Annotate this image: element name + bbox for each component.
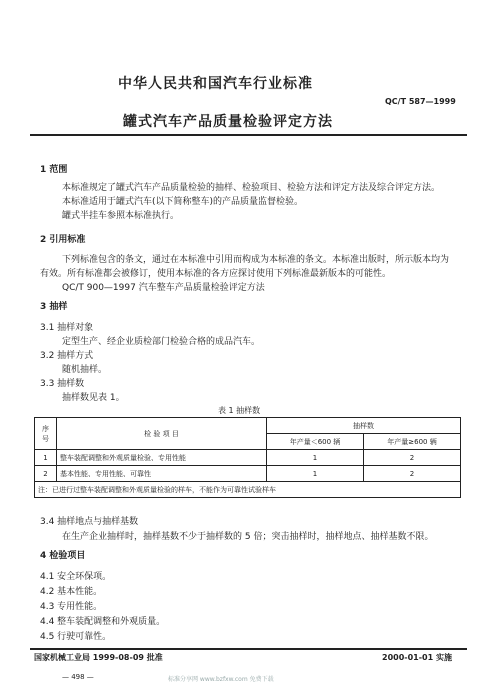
table-header-high-output: 年产量≥600 辆 bbox=[364, 434, 461, 450]
section-3-4-text: 在生产企业抽样时，抽样基数不少于抽样数的 5 倍；突击抽样时，抽样地点、抽样基数不限。 bbox=[62, 532, 434, 542]
section-4-item: 4.1 安全环保项。 bbox=[40, 572, 112, 582]
table-cell-low: 1 bbox=[267, 466, 364, 482]
footer-rule bbox=[30, 648, 467, 650]
section-4-item: 4.2 基本性能。 bbox=[40, 587, 103, 597]
table-cell-high: 2 bbox=[364, 466, 461, 482]
table-caption: 表 1 抽样数 bbox=[218, 406, 261, 415]
section-1-para-1: 本标准规定了罐式汽车产品质量检验的抽样、检验项目、检验方法和评定方法及综合评定方法。 bbox=[62, 183, 441, 193]
section-4-item: 4.4 整车装配调整和外观质量。 bbox=[40, 617, 166, 627]
table-header-row bbox=[35, 418, 461, 434]
section-2-heading: 2 引用标准 bbox=[40, 235, 86, 245]
section-3-4-heading: 3.4 抽样地点与抽样基数 bbox=[40, 517, 139, 527]
document-title: 罐式汽车产品质量检验评定方法 bbox=[123, 114, 333, 130]
table-cell-item: 基本性能、专用性能、可靠性 bbox=[57, 466, 267, 482]
section-3-1-text: 定型生产、经企业质检部门检验合格的成品汽车。 bbox=[62, 337, 261, 347]
section-2-para-1: 下列标准包含的条文，通过在本标准中引用而构成为本标准的条文。本标准出版时，所示版本均为 bbox=[62, 255, 450, 265]
section-4-item: 4.3 专用性能。 bbox=[40, 602, 103, 612]
section-4-heading: 4 检验项目 bbox=[40, 551, 86, 561]
section-3-3-heading: 3.3 抽样数 bbox=[40, 379, 85, 389]
standard-number: QC/T 587—1999 bbox=[385, 97, 456, 106]
section-1-heading: 1 范围 bbox=[40, 165, 68, 175]
table-row bbox=[35, 466, 461, 482]
section-3-2-heading: 3.2 抽样方式 bbox=[40, 351, 94, 361]
table-note: 注：已进行过整车装配调整和外观质量检验的样车，不能作为可靠性试验样车 bbox=[35, 482, 461, 498]
sampling-table bbox=[34, 417, 461, 498]
watermark: 标准分享网 www.bzfxw.com 免费下载 bbox=[168, 676, 274, 683]
table-cell-no: 1 bbox=[35, 450, 57, 466]
table-cell-high: 2 bbox=[364, 450, 461, 466]
section-1-para-2: 本标准适用于罐式汽车(以下简称整车)的产品质量监督检验。 bbox=[62, 197, 304, 207]
table-header-no: 序 号 bbox=[35, 418, 57, 450]
section-1-para-3: 罐式半挂车参照本标准执行。 bbox=[62, 211, 180, 221]
section-3-3-text: 抽样数见表 1。 bbox=[62, 393, 125, 403]
table-cell-item: 整车装配调整和外观质量检验、专用性能 bbox=[57, 450, 267, 466]
section-2-para-2: 有效。所有标准都会被修订，使用本标准的各方应探讨使用下列标准最新版本的可能性。 bbox=[40, 269, 392, 279]
section-3-heading: 3 抽样 bbox=[40, 302, 68, 312]
table-header-item: 检 验 项 目 bbox=[57, 418, 267, 450]
section-3-1-heading: 3.1 抽样对象 bbox=[40, 323, 94, 333]
section-2-reference: QC/T 900—1997 汽车整车产品质量检验评定方法 bbox=[62, 283, 265, 293]
section-4-item: 4.5 行驶可靠性。 bbox=[40, 632, 112, 642]
table-header-low-output: 年产量＜600 辆 bbox=[267, 434, 364, 450]
table-cell-low: 1 bbox=[267, 450, 364, 466]
table-header-sample: 抽样数 bbox=[267, 418, 461, 434]
implementation-date: 2000-01-01 实施 bbox=[382, 653, 452, 662]
document-org: 中华人民共和国汽车行业标准 bbox=[118, 76, 313, 92]
table-row bbox=[35, 450, 461, 466]
header-rule bbox=[30, 134, 467, 136]
table-cell-no: 2 bbox=[35, 466, 57, 482]
section-3-2-text: 随机抽样。 bbox=[62, 365, 108, 375]
approval-line: 国家机械工业局 1999-08-09 批准 bbox=[34, 653, 163, 662]
table-note-row bbox=[35, 482, 461, 498]
page-number: — 498 — bbox=[62, 673, 94, 681]
